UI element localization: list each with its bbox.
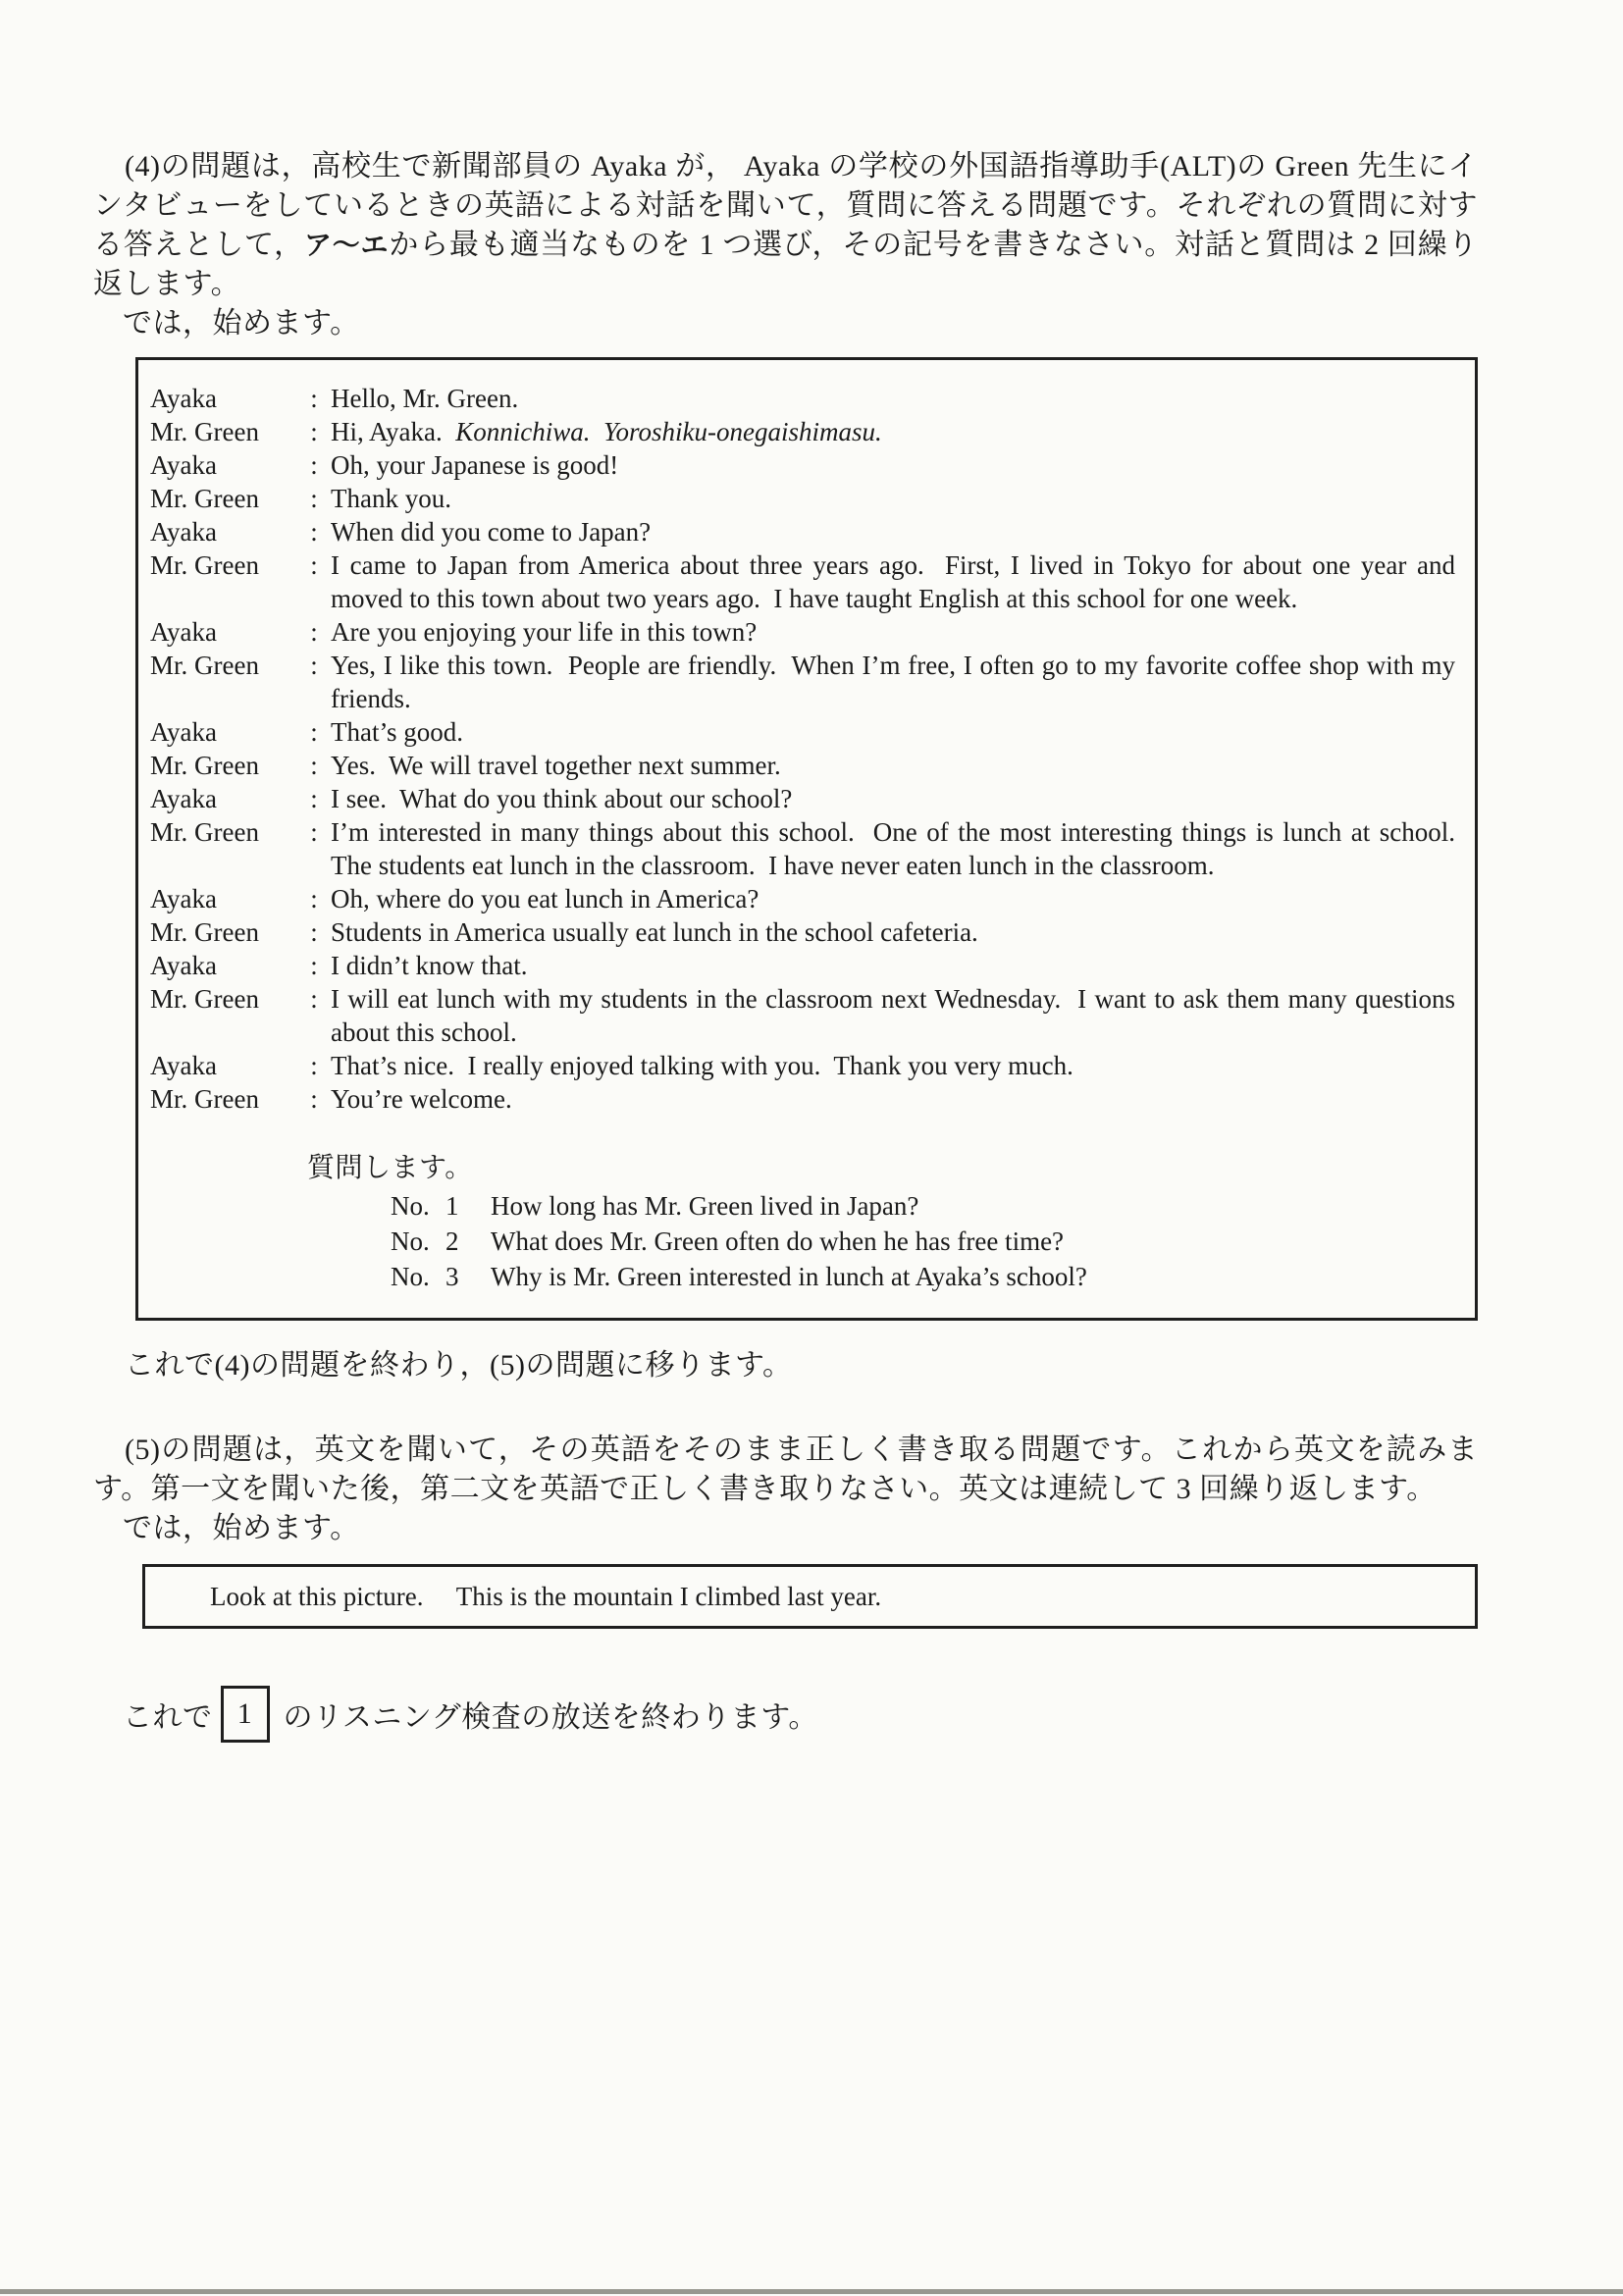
dialogue-text [331,448,1459,482]
speaker-name: Mr. Green [150,817,259,847]
dialogue-text [331,815,1469,882]
dialogue-line [150,782,1459,815]
instructions-4-after-bold: から最も適当なものを 1 つ選び，その記号を書きなさい。対話と質問は 2 回繰り返します。 [93,229,1478,300]
dialogue-line [150,515,1459,548]
questions-intro: 質問します。 [307,1153,473,1183]
dialogue-text [331,982,1462,1049]
dialogue-text-normal: I came to Japan from America about three years ago. First, I lived in Tokyo for about one year and moved to this town about two years ago. I have taught English at this school for one week. [331,550,1462,613]
colon-separator: : [310,651,318,680]
dialogue-line [150,482,1459,515]
dialogue-text [331,415,1459,448]
dialogue-text [331,915,1459,949]
instructions-4-choices-range: ア～エ [303,230,390,260]
questions-section [150,1151,1459,1294]
question-text: How long has Mr. Green lived in Japan? [491,1191,919,1221]
speaker-name: Mr. Green [150,550,259,580]
closing-after-box: のリスニング検査の放送を終わります。 [283,1701,818,1734]
speaker-name: Ayaka [150,384,217,413]
dialogue-text-normal: Students in America usually eat lunch in the school cafeteria. [331,917,978,947]
dialogue-line [150,949,1459,982]
transition-line: これで(4)の問題を終わり，(5)の問題に移ります。 [125,1349,793,1382]
dialogue-text-normal: Thank you. [331,484,451,513]
dialogue-line [150,815,1469,882]
colon-separator: : [310,951,318,980]
dialogue-text-normal: Hello, Mr. Green. [331,384,519,413]
colon-separator: : [310,751,318,780]
dialogue-text-normal: I see. What do you think about our school? [331,784,793,813]
speaker-name: Mr. Green [150,651,259,680]
speaker-name: Mr. Green [150,484,259,513]
section-number-box [221,1686,270,1743]
colon-separator: : [310,1051,318,1080]
question-no-label: No. [391,1262,430,1291]
speaker-name: Mr. Green [150,751,259,780]
dialogue-line [150,649,1462,715]
dialogue-text [331,482,1459,515]
scan-bottom-edge-artifact [0,2289,1623,2294]
dialogue-text-normal: Oh, your Japanese is good! [331,450,619,480]
dictation-sentence: Look at this picture. This is the mountain I climbed last year. [210,1581,882,1611]
dialogue-text-normal: Are you enjoying your life in this town? [331,617,758,647]
section-number: 1 [236,1697,253,1730]
speaker-name: Ayaka [150,450,217,480]
instructions-section-4 [93,147,1478,304]
speaker-name: Ayaka [150,784,217,813]
dialogue-text-normal: Oh, where do you eat lunch in America? [331,884,759,913]
colon-separator: : [310,517,318,547]
colon-separator: : [310,417,318,446]
dialogue-text-normal: Yes. We will travel together next summer. [331,751,781,780]
dialogue-text-normal: That’s good. [331,717,463,747]
dialogue-text [331,715,1459,749]
dialogue-line [150,615,1459,649]
dialogue-text [331,1049,1459,1082]
dialogue-line [150,882,1459,915]
question-line [391,1259,1459,1294]
dialogue-text [331,382,1459,415]
speaker-name: Mr. Green [150,1084,259,1114]
dialogue-line [150,415,1459,448]
dialogue-text-normal: Yes, I like this town. People are friendly. When I’m free, I often go to my favorite coffee shop with my friends. [331,651,1462,713]
dialogue-line [150,982,1462,1049]
dialogue-text [331,949,1459,982]
instructions-section-5: (5)の問題は，英文を聞いて，その英語をそのまま正しく書き取る問題です。これから英文を読みます。第一文を聞いた後，第二文を英語で正しく書き取りなさい。英文は連続して 3 回繰り返します。 [93,1434,1478,1505]
dialogue-line [150,548,1462,615]
lead-in-section-5: では，始めます。 [123,1512,360,1544]
dialogue-text [331,1082,1459,1116]
instructions-4-before-bold: (4)の問題は，高校生で新聞部員の Ayaka が， Ayaka の学校の外国語指導助手(ALT)の Green 先生にインタビューをしているときの英語による対話を聞いて，質問に答える問題です。それぞれの質問に対する答えとして， [93,150,1478,261]
speaker-name: Ayaka [150,617,217,647]
speaker-name: Ayaka [150,717,217,747]
speaker-name: Mr. Green [150,917,259,947]
lead-in-section-4: では，始めます。 [123,307,360,339]
dialogue-text-normal: That’s nice. I really enjoyed talking with you. Thank you very much. [331,1051,1073,1080]
dialogue-lines [150,382,1469,1116]
dialogue-text [331,882,1459,915]
colon-separator: : [310,617,318,647]
colon-separator: : [310,817,318,847]
speaker-name: Mr. Green [150,984,259,1014]
speaker-name: Ayaka [150,1051,217,1080]
dialogue-line [150,749,1459,782]
colon-separator: : [310,1084,318,1114]
colon-separator: : [310,984,318,1014]
question-number: 2 [445,1226,459,1256]
dialogue-text-normal: I will eat lunch with my students in the classroom next Wednesday. I want to ask them many questions about this school. [331,984,1462,1047]
closing-line [93,1686,1478,1743]
speaker-name: Ayaka [150,884,217,913]
speaker-name: Ayaka [150,951,217,980]
dialogue-text [331,548,1462,615]
colon-separator: : [310,717,318,747]
colon-separator: : [310,450,318,480]
dialogue-text [331,782,1459,815]
question-text: What does Mr. Green often do when he has free time? [491,1226,1065,1256]
question-no-label: No. [391,1191,430,1221]
question-text: Why is Mr. Green interested in lunch at Ayaka’s school? [491,1262,1087,1291]
dialogue-line [150,715,1459,749]
question-line [391,1188,1459,1224]
dialogue-line [150,915,1459,949]
dialogue-text-italic: Konnichiwa. Yoroshiku-onegaishimasu. [455,417,882,446]
dialogue-text [331,515,1459,548]
colon-separator: : [310,884,318,913]
dialogue-transcript-box [135,357,1478,1321]
dialogue-line [150,1049,1459,1082]
dictation-sentence-box [142,1564,1478,1629]
colon-separator: : [310,384,318,413]
dialogue-text [331,749,1459,782]
question-no-label: No. [391,1226,430,1256]
dialogue-text-normal: When did you come to Japan? [331,517,652,547]
dialogue-line [150,382,1459,415]
closing-before-box: これで [123,1701,213,1734]
dialogue-text-normal: I’m interested in many things about this school. One of the most interesting things is lunch at school. The students eat lunch in the classroom. I have never eaten lunch in the classroom. [331,817,1469,880]
colon-separator: : [310,484,318,513]
dialogue-text [331,649,1462,715]
dialogue-text-normal: I didn’t know that. [331,951,528,980]
question-line [391,1224,1459,1259]
dialogue-line [150,448,1459,482]
speaker-name: Ayaka [150,517,217,547]
dialogue-line [150,1082,1459,1116]
colon-separator: : [310,917,318,947]
dialogue-text [331,615,1459,649]
questions-list [150,1188,1459,1294]
dialogue-text-normal: You’re welcome. [331,1084,512,1114]
question-number: 3 [445,1262,459,1291]
colon-separator: : [310,550,318,580]
colon-separator: : [310,784,318,813]
speaker-name: Mr. Green [150,417,259,446]
question-number: 1 [445,1191,459,1221]
dialogue-text-normal: Hi, Ayaka. [331,417,456,446]
